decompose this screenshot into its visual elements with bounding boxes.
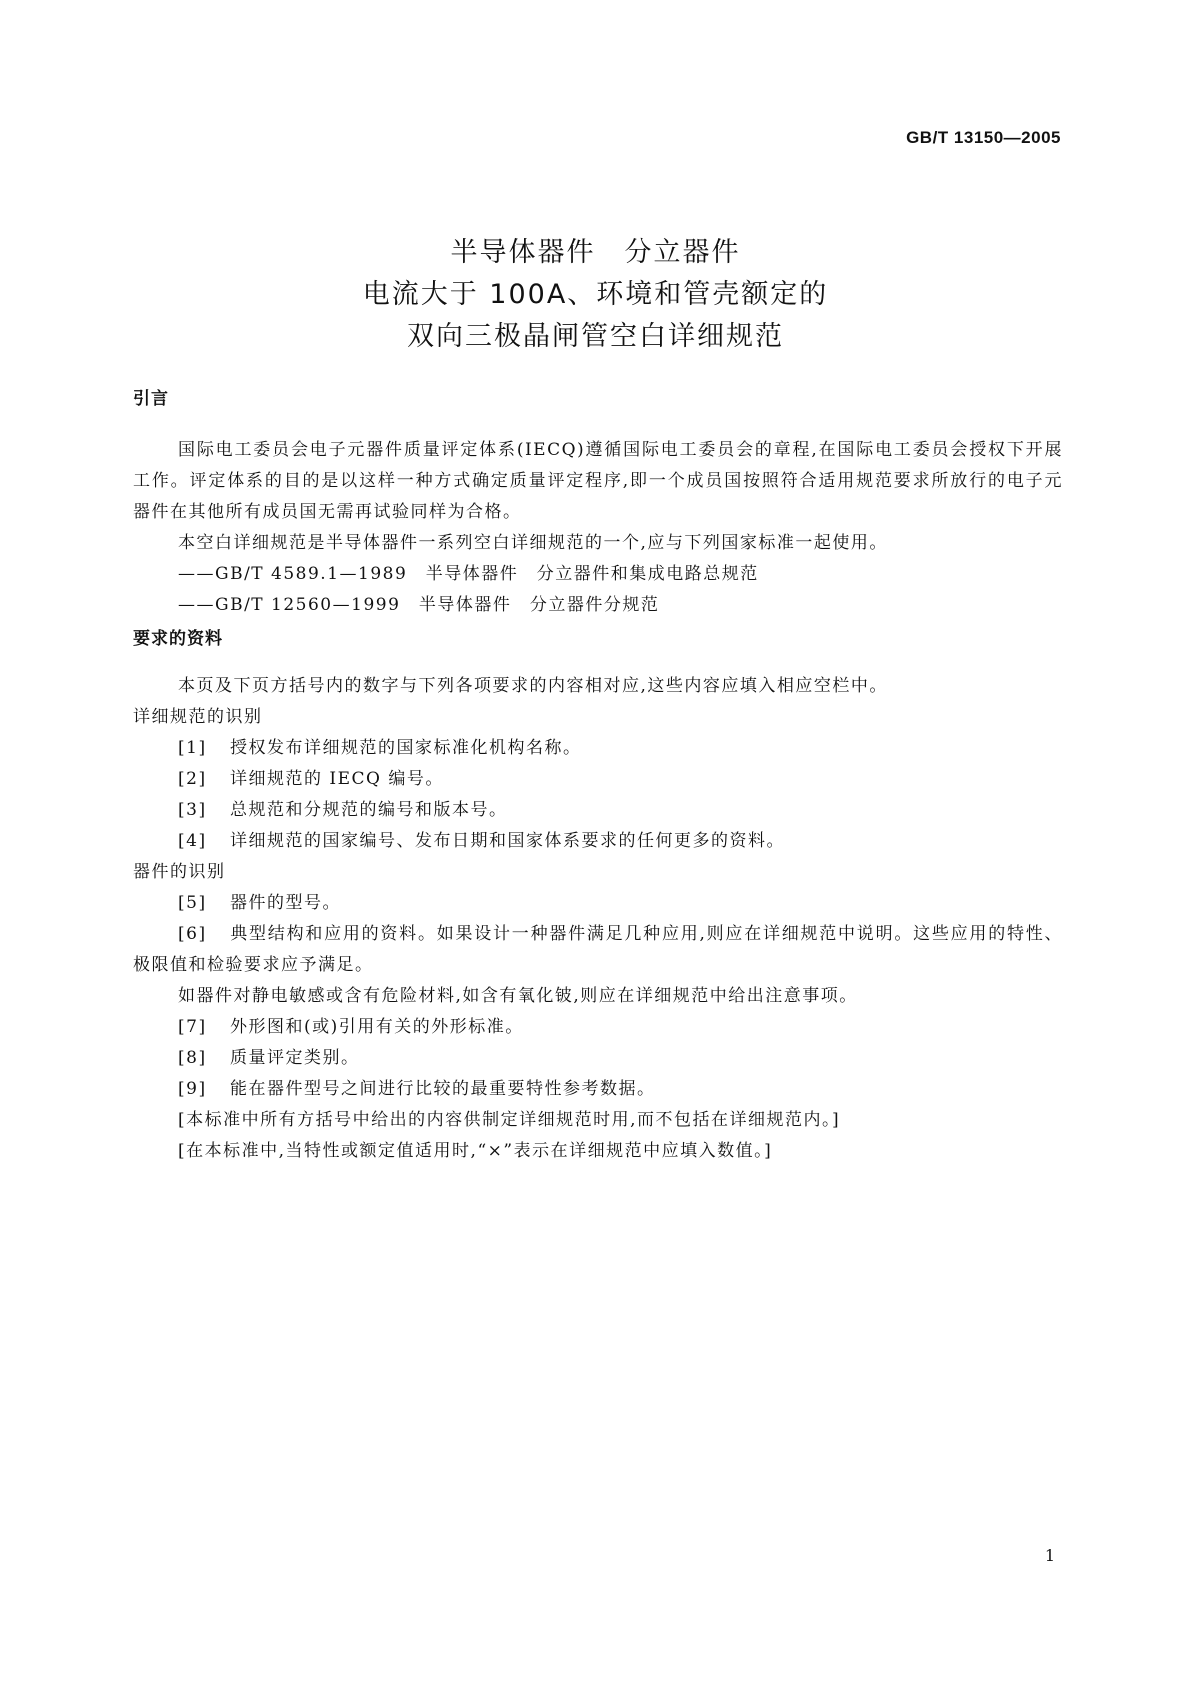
list-item [133,733,1063,764]
item-text: 授权发布详细规范的国家标准化机构名称。 [230,738,582,758]
standard-number: GB/T 13150—2005 [906,128,1061,147]
title-line-3: 双向三极晶闸管空白详细规范 [407,321,784,352]
item-text: 器件的型号。 [230,893,341,913]
item-text: 总规范和分规范的编号和版本号。 [230,800,508,820]
item-number: [1] [178,738,207,758]
item-number: [7] [178,1017,207,1037]
bracket-usage-note: [本标准中所有方括号中给出的内容供制定详细规范时用,而不包括在详细规范内。] [178,1110,841,1130]
item-text: 能在器件型号之间进行比较的最重要特性参考数据。 [230,1079,656,1099]
item-number: [8] [178,1048,207,1068]
required-info-intro: 本页及下页方括号内的数字与下列各项要求的内容相对应,这些内容应填入相应空栏中。 [178,676,888,696]
item-number: [6] [178,924,207,944]
subheading-device-identification: 器件的识别 [133,862,226,882]
item-text: 详细规范的国家编号、发布日期和国家体系要求的任何更多的资料。 [230,831,785,851]
item-text: 质量评定类别。 [230,1048,360,1068]
document-title [0,232,1191,358]
list-item [133,795,1063,826]
title-line-2: 电流大于 100A、环境和管壳额定的 [362,279,829,310]
list-item [133,1074,1063,1105]
item-number: [3] [178,800,207,820]
list-item [133,826,1063,857]
reference-gbt-4589: ——GB/T 4589.1—1989 半导体器件 分立器件和集成电路总规范 [178,564,759,584]
title-line-1: 半导体器件 分立器件 [450,237,741,268]
reference-gbt-12560: ——GB/T 12560—1999 半导体器件 分立器件分规范 [178,595,660,615]
item-text: 典型结构和应用的资料。如果设计一种器件满足几种应用,则应在详细规范中说明。这些应用的特性、极限值和检验要求应予满足。 [133,924,1063,975]
introduction-section [133,384,1063,621]
required-info-section [133,624,1063,1167]
item-number: [5] [178,893,207,913]
item-number: [2] [178,769,207,789]
hazard-note: 如器件对静电敏感或含有危险材料,如含有氧化铍,则应在详细规范中给出注意事项。 [178,986,858,1006]
subheading-spec-identification: 详细规范的识别 [133,707,263,727]
list-item [133,888,1063,919]
list-item [133,1012,1063,1043]
required-info-heading: 要求的资料 [133,629,223,649]
item-number: [4] [178,831,207,851]
introduction-paragraph-1: 国际电工委员会电子元器件质量评定体系(IECQ)遵循国际电工委员会的章程,在国际电工委员会授权下开展工作。评定体系的目的是以这样一种方式确定质量评定程序,即一个成员国按照符合适用规范要求所放行的电子元器件在其他所有成员国无需再试验同样为合格。 [133,440,1063,522]
list-item [133,919,1063,981]
introduction-heading: 引言 [133,389,169,409]
item-text: 详细规范的 IECQ 编号。 [230,769,444,789]
item-text: 外形图和(或)引用有关的外形标准。 [230,1017,524,1037]
value-marker-note: [在本标准中,当特性或额定值适用时,“×”表示在详细规范中应填入数值。] [178,1141,773,1161]
list-item [133,1043,1063,1074]
page-number: 1 [1044,1546,1055,1565]
item-number: [9] [178,1079,207,1099]
introduction-paragraph-2: 本空白详细规范是半导体器件一系列空白详细规范的一个,应与下列国家标准一起使用。 [178,533,888,553]
list-item [133,764,1063,795]
